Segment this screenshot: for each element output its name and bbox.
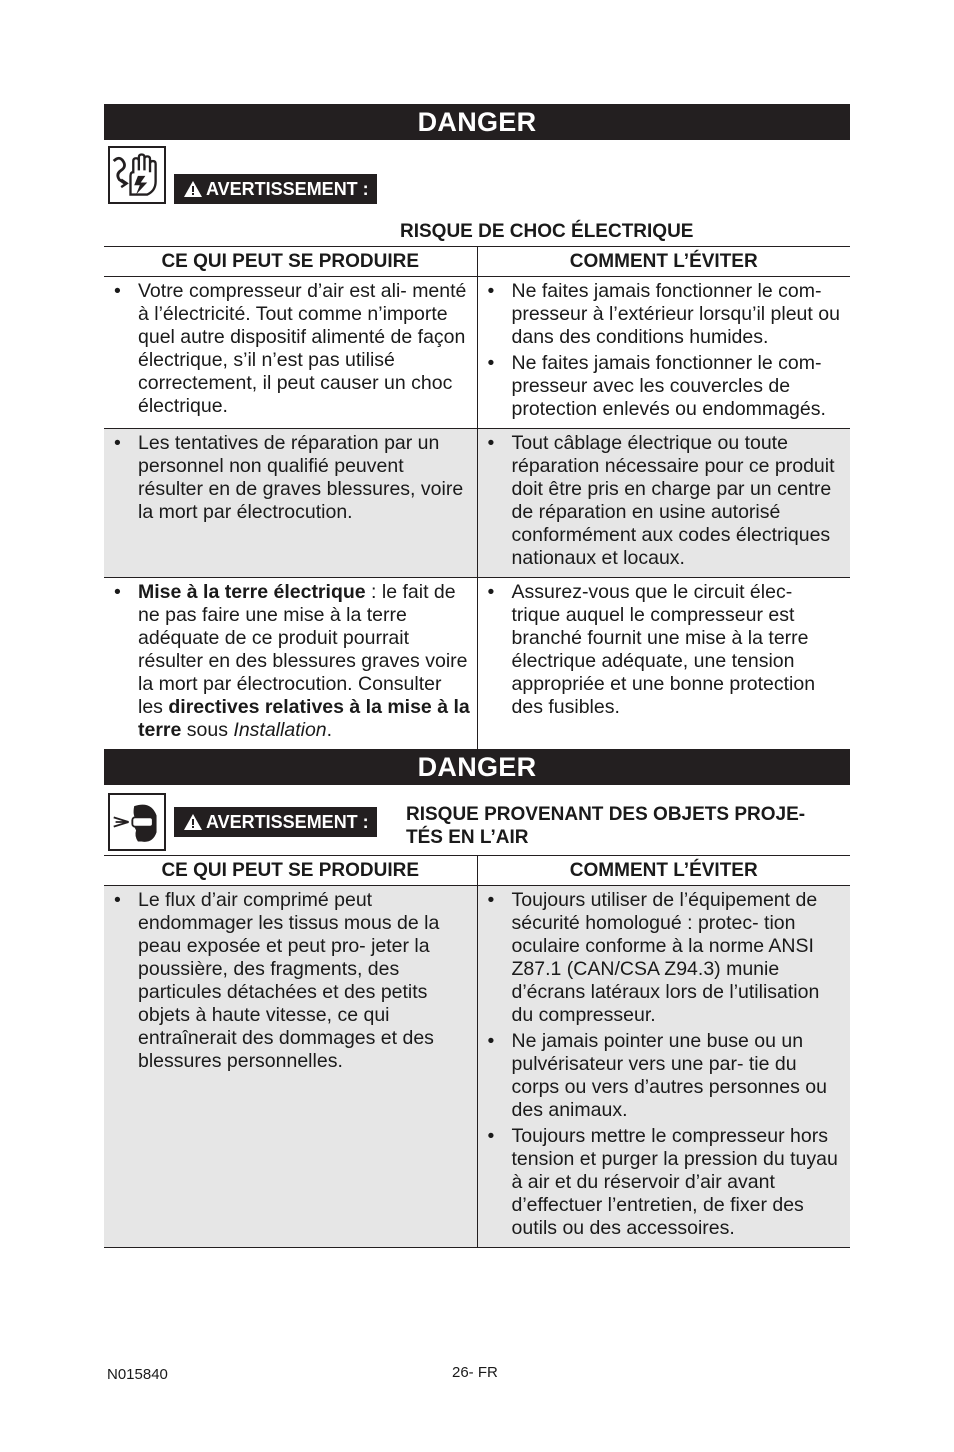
how-to-avoid-cell: [477, 429, 850, 578]
what-can-happen-cell: [104, 429, 477, 578]
how-to-avoid-cell: [477, 277, 850, 429]
list-item: • Ne jamais pointer une buse ou un pulvérisateur vers une par- tie du corps ou vers d’autres personnes ou des animaux.: [486, 1030, 845, 1122]
page-number: 26- FR: [452, 1364, 498, 1381]
text-run: sous: [181, 719, 234, 741]
risk-title: RISQUE PROVENANT DES OBJETS PROJE- TÉS EN L’AIR: [406, 804, 806, 848]
list-item: • Assurez-vous que le circuit élec- trique auquel le compresseur est branché fournit une mise à la terre électrique adéquate, une tension appropriée et une bonne protection des fusibles.: [486, 581, 845, 719]
list-item: • Tout câblage électrique ou toute réparation nécessaire pour ce produit doit être pris en charge par un centre de réparation en usine autorisé conformément aux codes électriques nationaux et locaux.: [486, 432, 845, 570]
column-header-how-to-avoid: COMMENT L’ÉVITER: [477, 247, 850, 277]
warning-triangle-icon: [184, 809, 202, 839]
list-item: • Votre compresseur d’air est ali- menté à l’électricité. Tout comme n’importe quel autre dispositif alimenté de façon électrique, s’il n’est pas utilisé correctement, il peut causer un choc électrique.: [112, 280, 471, 418]
column-header-how-to-avoid: COMMENT L’ÉVITER: [477, 856, 850, 886]
face-goggles-projectile-icon: [108, 793, 166, 851]
document-page: [104, 104, 850, 1248]
list-item: • Ne faites jamais fonctionner le com- presseur avec les couvercles de protection enlevés ou endommagés.: [486, 352, 845, 421]
list-item: [112, 581, 471, 742]
warning-triangle-icon: [184, 176, 202, 206]
warning-row: [104, 140, 850, 242]
how-to-avoid-cell: [477, 578, 850, 750]
table-row: [104, 886, 850, 1248]
column-header-what-can-happen: CE QUI PEUT SE PRODUIRE: [104, 247, 477, 277]
hazard-table-electric: [104, 246, 850, 749]
text-run: .: [326, 719, 333, 741]
bold-term: Mise à la terre électrique: [138, 581, 366, 603]
hazard-table-projectile: [104, 855, 850, 1248]
avertissement-text: AVERTISSEMENT :: [206, 179, 369, 199]
column-header-what-can-happen: CE QUI PEUT SE PRODUIRE: [104, 856, 477, 886]
avertissement-label: [174, 174, 377, 204]
list-item: • Toujours mettre le compresseur hors tension et purger la pression du tuyau à air et du réservoir d’air avant d’effectuer l’entretien, de fixer des outils ou des accessoires.: [486, 1125, 845, 1240]
table-row: [104, 277, 850, 429]
italic-term: Installation: [233, 719, 327, 741]
list-item: • Les tentatives de réparation par un personnel non qualifié peuvent résulter en de graves blessures, voire la mort par électrocution.: [112, 432, 471, 524]
danger-banner: DANGER: [104, 749, 850, 785]
how-to-avoid-cell: [477, 886, 850, 1248]
text-run: : le fait de ne pas faire une mise à la terre adéquate de ce produit pourrait résulter en des blessures graves voire la mort par électrocution. Consulter les: [138, 581, 468, 718]
table-row: [104, 578, 850, 750]
list-item: • Toujours utiliser de l’équipement de sécurité homologué : protec- tion oculaire conforme à la norme ANSI Z87.1 (CAN/CSA Z94.3) munie d’écrans latéraux lors de l’utilisation du compresseur.: [486, 889, 845, 1027]
warning-row: [104, 785, 850, 855]
danger-banner: DANGER: [104, 104, 850, 140]
electric-shock-hand-icon: [108, 146, 166, 204]
what-can-happen-cell: [104, 886, 477, 1248]
risk-title: RISQUE DE CHOC ÉLECTRIQUE: [400, 221, 694, 242]
what-can-happen-cell: [104, 277, 477, 429]
list-item: • Ne faites jamais fonctionner le com- presseur à l’extérieur lorsqu’il pleut ou dans des conditions humides.: [486, 280, 845, 349]
what-can-happen-cell: [104, 578, 477, 750]
list-item: • Le flux d’air comprimé peut endommager les tissus mous de la peau exposée et peut pro- jeter la poussière, des fragments, des particules détachées et des petits objets à haute vitesse, ce qui entraînerait des dommages et des blessures personnelles.: [112, 889, 471, 1073]
avertissement-text: AVERTISSEMENT :: [206, 812, 369, 832]
table-row: [104, 429, 850, 578]
bold-term: directives relatives à la mise à la terre: [138, 696, 470, 741]
avertissement-label: [174, 807, 377, 837]
document-number: N015840: [107, 1366, 168, 1383]
